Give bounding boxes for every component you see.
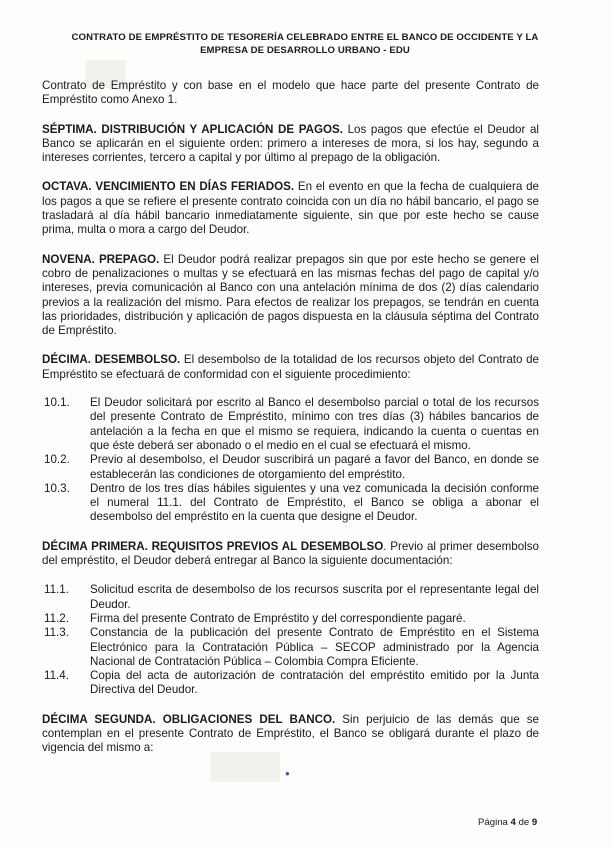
intro-paragraph: Contrato de Empréstito y con base en el modelo que hace parte del presente Contrato de Empréstito como Anexo 1. xyxy=(42,79,539,107)
clause-decima-segunda xyxy=(42,713,539,756)
clause-decima-body: El desembolso de la totalidad de los recursos objeto del Contrato de Empréstito se efectuará de conformidad con el siguiente procedimiento: xyxy=(42,353,539,381)
clause-decima-segunda-body: Sin perjuicio de las demás que se contemplan en el presente Contrato de Empréstito, el Banco se obligará durante el plazo de vigencia del mismo a: xyxy=(42,712,539,755)
document-body xyxy=(42,79,539,771)
list-item-text: Previo al desembolso, el Deudor suscribirá un pagaré a favor del Banco, en donde se establecerán las condiciones de otorgamiento del empréstito. xyxy=(90,453,539,481)
list-item-number: 11.1. xyxy=(44,583,69,597)
list-item-number: 11.2. xyxy=(44,611,69,625)
clause-septima xyxy=(42,123,539,166)
clause-decima-title: DÉCIMA. DESEMBOLSO. xyxy=(42,353,181,367)
header-line-2: EMPRESA DE DESARROLLO URBANO - EDU xyxy=(200,44,410,56)
header-line-1: CONTRATO DE EMPRÉSTITO DE TESORERÍA CELEBRADO ENTRE EL BANCO DE OCCIDENTE Y LA xyxy=(71,32,539,43)
clause-octava-body: En el evento en que la fecha de cualquiera de los pagos a que se refiere el presente contrato coincida con un día no hábil bancario, el pago se trasladará al día hábil bancario inmediatamente siguiente, sin que por este hecho se cause prima, multa o mora a cargo del Deudor. xyxy=(42,180,539,237)
list-item xyxy=(42,482,539,525)
list-item-number: 10.2. xyxy=(44,453,70,467)
clause-decima-primera-body: . Previo al primer desembolso del empréstito, el Deudor deberá entregar al Banco la siguiente documentación: xyxy=(42,539,539,568)
list-item xyxy=(42,626,539,669)
list-item-number: 11.4. xyxy=(44,669,69,683)
list-item xyxy=(42,453,539,482)
page-current: 4 xyxy=(510,817,516,828)
list-item-number: 11.3. xyxy=(44,626,69,640)
list-item-text: Constancia de la publicación del presente Contrato de Empréstito en el Sistema Electrónico para la Contratación Pública – SECOP administrado por la Agencia Nacional de Contratación Pública – Colombia Compra Eficiente. xyxy=(90,626,539,668)
ink-mark: ● xyxy=(285,769,290,778)
list-item-number: 10.3. xyxy=(44,481,70,495)
clause-decima-primera xyxy=(42,540,539,569)
clause-septima-body: Los pagos que efectúe el Deudor al Banco se aplicarán en el siguiente orden: primero a intereses de mora, si los hay, segundo a intereses corrientes, tercero a capital y por último al prepago de la obligación. xyxy=(42,122,540,165)
list-item xyxy=(42,612,539,626)
page-total: 9 xyxy=(531,817,538,828)
clause-novena-body: El Deudor podrá realizar prepagos sin que por este hecho se genere el cobro de penalizaciones o multas y se efectuará en las mismas fechas del pago de capital y/o intereses, previa comunicación al Banco con una antelación mínima de dos (2) días calendario previos a la realización del mismo. Para efectos de realizar los prepagos, se tendrán en cuenta las prioridades, distribución y aplicación de pagos dispuesta en la cláusula séptima del Contrato de Empréstito. xyxy=(42,252,540,338)
page-label: Página xyxy=(478,817,508,828)
list-item-text: El Deudor solicitará por escrito al Banco el desembolso parcial o total de los recursos del presente Contrato de Empréstito, mínimo con tres días (3) hábiles bancarios de antelación a la fecha en que el mismo se requiera, indicando la cuenta o cuentas en que éste deberá ser abonado o el medio en el cual se efectuará el mismo. xyxy=(90,396,539,452)
list-item-text: Copia del acta de autorización de contratación del empréstito emitido por la Junta Directiva del Deudor. xyxy=(90,669,539,697)
clause-decima xyxy=(42,353,539,382)
clause-septima-title: SÉPTIMA. DISTRIBUCIÓN Y APLICACIÓN DE PAGOS. xyxy=(42,122,343,136)
clause-octava-title: OCTAVA. VENCIMIENTO EN DÍAS FERIADOS. xyxy=(42,180,295,194)
page-number xyxy=(478,817,537,828)
list-item-text: Dentro de los tres días hábiles siguientes y una vez comunicada la decisión conforme el numeral 11.1. del Contrato de Empréstito, el Banco se obliga a abonar el desembolso del empréstito en la cuenta que designe el Deudor. xyxy=(90,481,539,524)
list-item xyxy=(42,669,539,698)
list-item-text: Solicitud escrita de desembolso de los recursos suscrita por el representante legal del Deudor. xyxy=(90,583,539,611)
clause-decima-primera-title: DÉCIMA PRIMERA. REQUISITOS PREVIOS AL DESEMBOLSO xyxy=(42,539,384,553)
clause-novena-title: NOVENA. PREPAGO. xyxy=(42,252,160,266)
list-item xyxy=(42,583,539,612)
document-header xyxy=(60,32,550,57)
clause-decima-segunda-title: DÉCIMA SEGUNDA. OBLIGACIONES DEL BANCO. xyxy=(42,712,336,726)
list-item xyxy=(42,396,539,453)
clause-decima-list xyxy=(42,396,539,525)
list-item-text: Firma del presente Contrato de Empréstito y del correspondiente pagaré. xyxy=(90,611,466,625)
clause-decima-primera-list xyxy=(42,583,539,697)
list-item-number: 10.1. xyxy=(44,396,70,410)
clause-octava xyxy=(42,180,539,237)
page-of: de xyxy=(518,817,530,828)
clause-novena xyxy=(42,253,539,339)
